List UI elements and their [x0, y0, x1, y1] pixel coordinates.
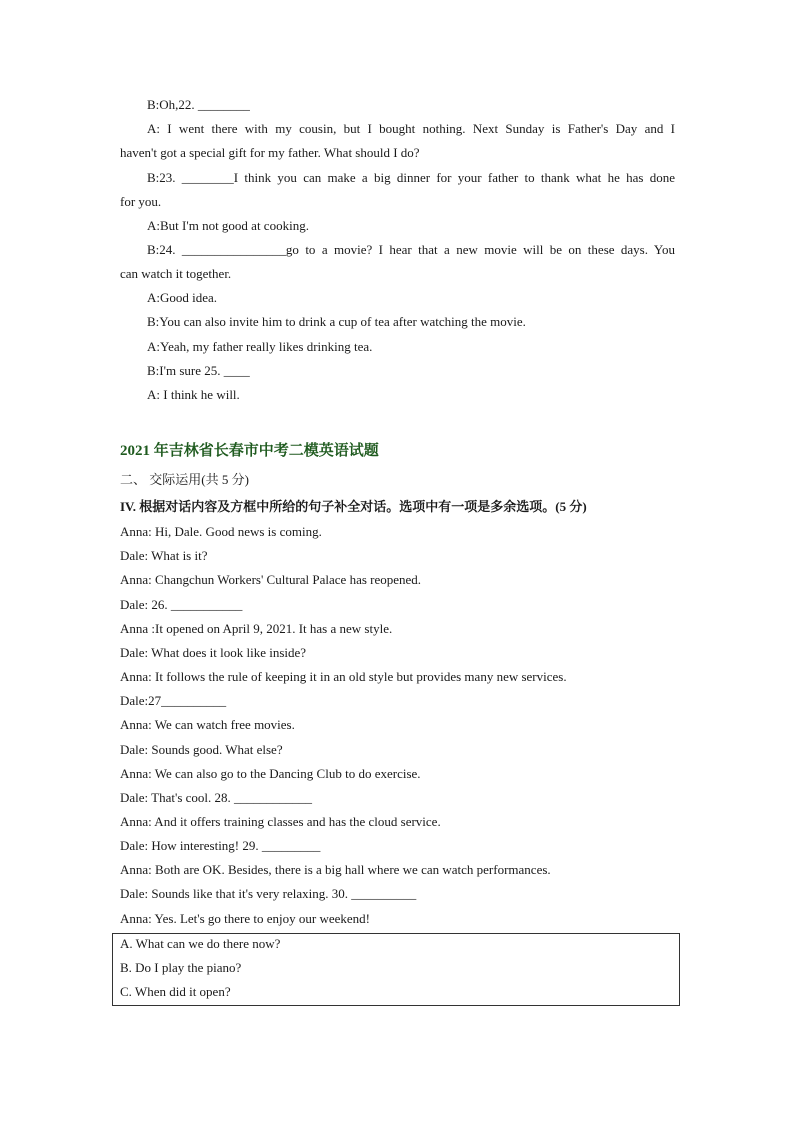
dialogue-line: Anna: Hi, Dale. Good news is coming. — [120, 524, 322, 539]
dialogue-line: B:I'm sure 25. ____ — [147, 363, 250, 378]
dialogue-line: haven't got a special gift for my father. What should I do? — [120, 145, 420, 160]
dialogue-line: Dale: Sounds good. What else? — [120, 742, 283, 757]
dialogue-line: B:24. ________________go to a movie? I hear that a new movie will be on these days. You — [147, 242, 675, 257]
dialogue-line: Dale: What does it look like inside? — [120, 645, 307, 660]
dialogue-line: Anna: We can also go to the Dancing Club to do exercise. — [120, 766, 421, 781]
dialogue-line: A: I went there with my cousin, but I bought nothing. Next Sunday is Father's Day and I — [147, 121, 675, 136]
option-c: C. When did it open? — [120, 984, 231, 999]
dialogue-line: Dale: Sounds like that it's very relaxing. 30. __________ — [120, 886, 417, 901]
option-b: B. Do I play the piano? — [120, 960, 242, 975]
dialogue-line: Anna: It follows the rule of keeping it in an old style but provides many new services. — [120, 669, 567, 684]
dialogue-line: can watch it together. — [120, 266, 232, 281]
part-heading: 二、 交际运用(共 5 分) — [120, 472, 249, 487]
dialogue-line: Anna: Both are OK. Besides, there is a big hall where we can watch performances. — [120, 862, 551, 877]
dialogue-line: Anna: We can watch free movies. — [120, 717, 295, 732]
dialogue-line: Dale: 26. ___________ — [120, 597, 243, 612]
question-instruction: IV. 根据对话内容及方框中所给的句子补全对话。选项中有一项是多余选项。(5 分) — [120, 499, 587, 514]
dialogue-line: A:But I'm not good at cooking. — [147, 218, 309, 233]
dialogue-line: B:23. ________I think you can make a big dinner for your father to thank what he has done — [147, 170, 675, 185]
dialogue-line: A:Good idea. — [147, 290, 218, 305]
dialogue-line: Anna: And it offers training classes and has the cloud service. — [120, 814, 441, 829]
dialogue-line: Dale: That's cool. 28. ____________ — [120, 790, 313, 805]
dialogue-line: Dale:27__________ — [120, 693, 227, 708]
dialogue-line: Dale: What is it? — [120, 548, 208, 563]
dialogue-line: Anna: Changchun Workers' Cultural Palace has reopened. — [120, 572, 422, 587]
dialogue-line: A: I think he will. — [147, 387, 240, 402]
section-title: 2021 年吉林省长春市中考二模英语试题 — [120, 443, 379, 459]
dialogue-line: Dale: How interesting! 29. _________ — [120, 838, 321, 853]
options-box — [112, 933, 680, 1006]
dialogue-line: for you. — [120, 194, 162, 209]
dialogue-line: B:You can also invite him to drink a cup of tea after watching the movie. — [147, 314, 526, 329]
dialogue-line: A:Yeah, my father really likes drinking tea. — [147, 339, 373, 354]
option-a: A. What can we do there now? — [120, 936, 281, 951]
dialogue-line: B:Oh,22. ________ — [147, 97, 250, 112]
dialogue-line: Anna: Yes. Let's go there to enjoy our weekend! — [120, 911, 371, 926]
dialogue-line: Anna :It opened on April 9, 2021. It has a new style. — [120, 621, 393, 636]
